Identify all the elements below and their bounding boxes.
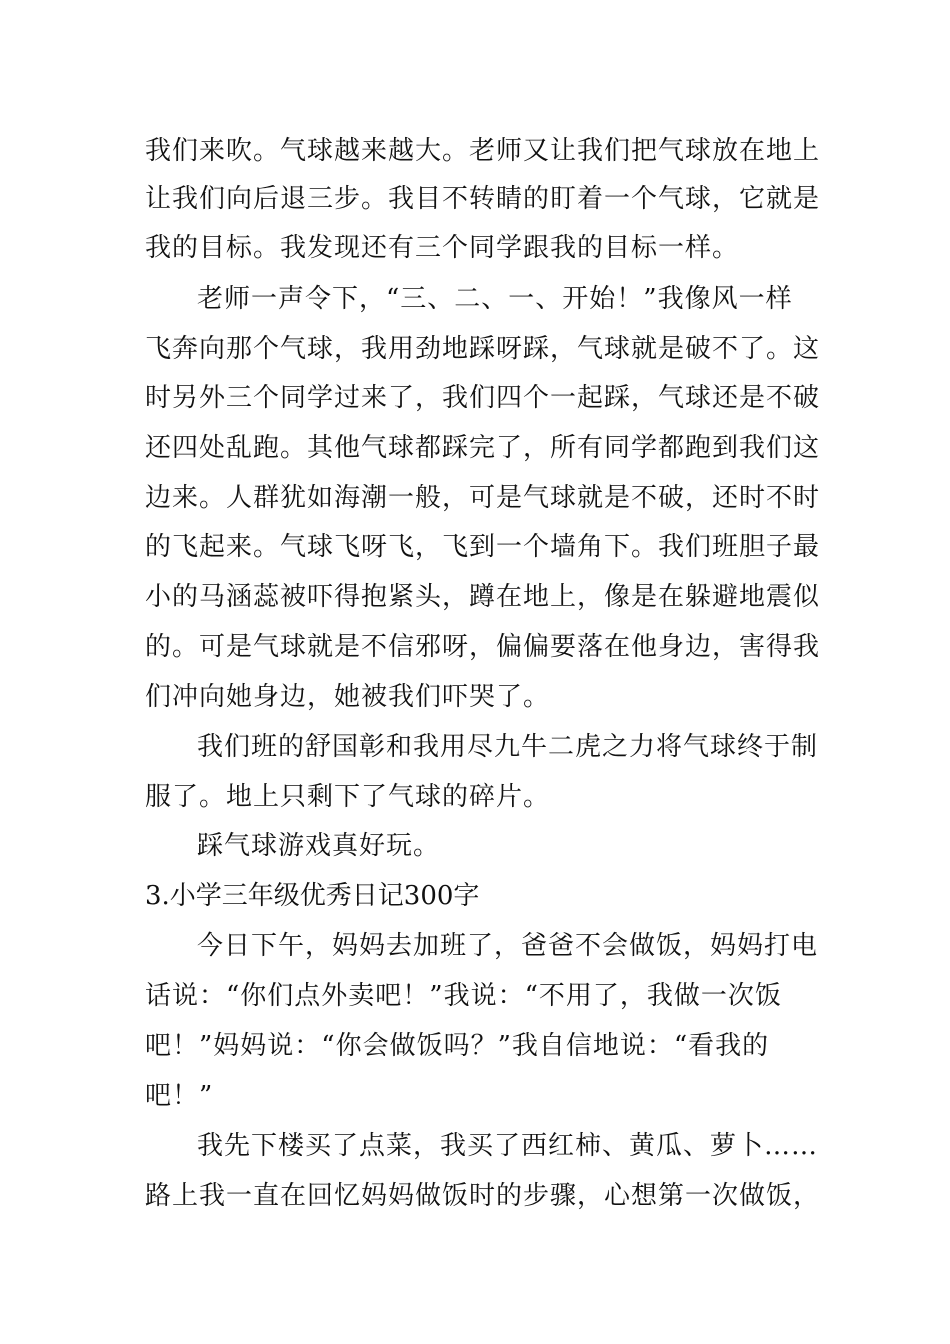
text-line: 路上我一直在回忆妈妈做饭时的步骤，心想第一次做饭， — [145, 1181, 821, 1211]
text-line: 的。可是气球就是不信邪呀，偏偏要落在他身边，害得我 — [145, 632, 821, 662]
text-line: 话说：“你们点外卖吧！”我说：“不用了，我做一次饭 — [145, 981, 782, 1011]
paragraph-first-line: 我先下楼买了点菜，我买了西红柿、黄瓜、萝卜…… — [197, 1131, 819, 1161]
text-line: 边来。人群犹如海潮一般，可是气球就是不破，还时不时 — [145, 483, 821, 513]
section-heading: 3.小学三年级优秀日记300字 — [145, 881, 480, 911]
paragraph-first-line: 老师一声令下，“三、二、一、开始！”我像风一样 — [197, 284, 793, 314]
text-line: 还四处乱跑。其他气球都踩完了，所有同学都跑到我们这 — [145, 433, 821, 463]
text-line: 吧！” — [145, 1081, 214, 1111]
text-line: 我们来吹。气球越来越大。老师又让我们把气球放在地上 — [145, 136, 821, 166]
text-line: 让我们向后退三步。我目不转睛的盯着一个气球，它就是 — [145, 184, 821, 214]
text-line: 我的目标。我发现还有三个同学跟我的目标一样。 — [145, 233, 740, 263]
text-line: 飞奔向那个气球，我用劲地踩呀踩，气球就是破不了。这 — [145, 334, 821, 364]
text-line: 们冲向她身边，她被我们吓哭了。 — [145, 682, 551, 712]
text-line: 时另外三个同学过来了，我们四个一起踩，气球还是不破 — [145, 383, 821, 413]
paragraph-first-line: 我们班的舒国彰和我用尽九牛二虎之力将气球终于制 — [197, 732, 819, 762]
text-line: 小的马涵蕊被吓得抱紧头，蹲在地上，像是在躲避地震似 — [145, 582, 821, 612]
text-line: 吧！”妈妈说：“你会做饭吗？”我自信地说：“看我的 — [145, 1031, 770, 1061]
text-line: 服了。地上只剩下了气球的碎片。 — [145, 782, 551, 812]
text-line: 的飞起来。气球飞呀飞，飞到一个墙角下。我们班胆子最 — [145, 532, 821, 562]
paragraph-first-line: 踩气球游戏真好玩。 — [197, 831, 441, 861]
paragraph-first-line: 今日下午，妈妈去加班了，爸爸不会做饭，妈妈打电 — [197, 931, 819, 961]
